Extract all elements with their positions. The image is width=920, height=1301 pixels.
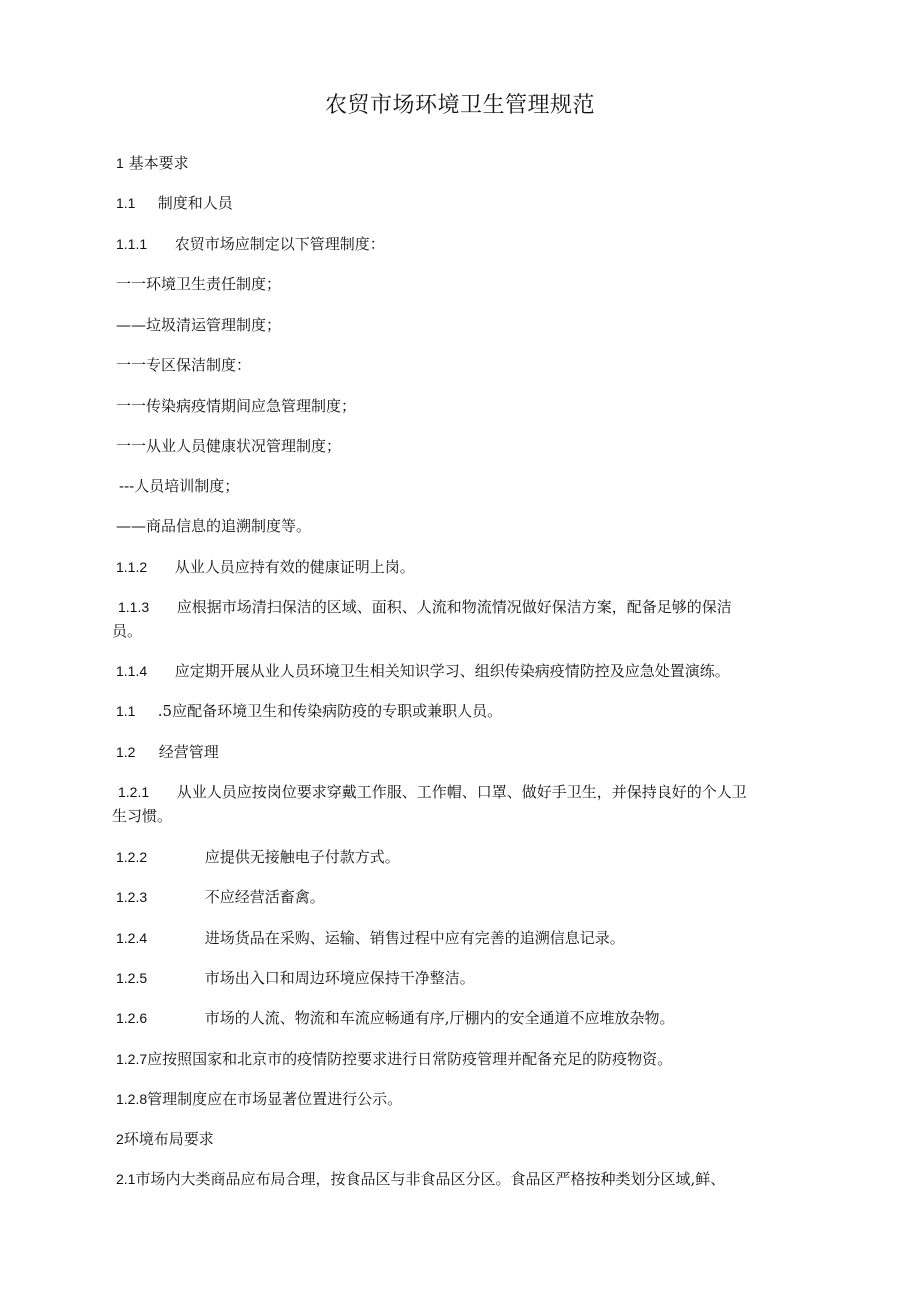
clause-number: 1.1.2 bbox=[116, 559, 148, 575]
clause-number: 1.1 bbox=[116, 703, 136, 719]
section-text: 基本要求 bbox=[128, 154, 189, 172]
section-heading bbox=[116, 151, 189, 175]
clause-number: 1.2.7 bbox=[116, 1051, 148, 1067]
clause-number: 1.2.5 bbox=[116, 970, 148, 986]
subsection-text: 经营管理 bbox=[158, 743, 219, 761]
clause-text: 不应经营活畜禽。 bbox=[204, 888, 325, 906]
clause bbox=[116, 966, 475, 990]
clause-number: 1.2.2 bbox=[116, 849, 148, 865]
clause-text: 市场内大类商品应布局合理，按食品区与非食品区分区。食品区严格按种类划分区域,鲜、 bbox=[135, 1170, 726, 1188]
subsection-heading bbox=[116, 740, 219, 764]
list-item: 一一从业人员健康状况管理制度； bbox=[116, 437, 342, 455]
clause-text: 市场的人流、物流和车流应畅通有序,厅棚内的安全通道不应堆放杂物。 bbox=[204, 1009, 675, 1027]
clause-number: 1.2.3 bbox=[116, 889, 148, 905]
clause-text: 应根据市场清扫保洁的区域、面积、人流和物流情况做好保洁方案，配备足够的保洁 bbox=[176, 598, 732, 616]
clause-text: 农贸市场应制定以下管理制度： bbox=[174, 235, 385, 253]
clause-text: 应按照国家和北京市的疫情防控要求进行日常防疫管理并配备充足的防疫物资。 bbox=[147, 1050, 673, 1068]
list-item: 一一传染病疫情期间应急管理制度； bbox=[116, 397, 357, 415]
clause bbox=[116, 885, 325, 909]
section-number: 2 bbox=[116, 1131, 124, 1147]
subsection-number: 1.1 bbox=[116, 195, 136, 211]
clause bbox=[118, 595, 732, 619]
clause-number: 1.1.4 bbox=[116, 663, 148, 679]
section-text: 环境布局要求 bbox=[123, 1130, 214, 1148]
clause-number: 1.2.1 bbox=[118, 784, 150, 800]
clause-number: 1.1.3 bbox=[118, 599, 150, 615]
clause-text: 市场出入口和周边环境应保持干净整洁。 bbox=[204, 969, 475, 987]
clause bbox=[116, 1167, 725, 1191]
clause-text: 从业人员应持有效的健康证明上岗。 bbox=[174, 558, 415, 576]
clause bbox=[118, 780, 747, 804]
clause bbox=[116, 699, 502, 723]
clause-continuation: 员。 bbox=[112, 622, 143, 640]
clause-number: 1.2.4 bbox=[116, 930, 148, 946]
list-item: 一一环境卫生责任制度； bbox=[116, 275, 282, 293]
clause-number: 2.1 bbox=[116, 1171, 136, 1187]
clause bbox=[116, 1047, 672, 1071]
clause bbox=[116, 1006, 675, 1030]
clause-text: 管理制度应在市场显著位置进行公示。 bbox=[147, 1090, 403, 1108]
list-item: ——商品信息的追溯制度等。 bbox=[116, 517, 312, 535]
clause-text: 应提供无接触电子付款方式。 bbox=[204, 848, 400, 866]
clause bbox=[116, 1087, 402, 1111]
subsection-number: 1.2 bbox=[116, 744, 136, 760]
list-item: 一一专区保洁制度： bbox=[116, 356, 252, 374]
clause-number: 1.2.6 bbox=[116, 1010, 148, 1026]
clause-continuation: 生习惯。 bbox=[112, 807, 173, 825]
clause bbox=[116, 926, 625, 950]
clause bbox=[116, 555, 415, 579]
clause bbox=[116, 232, 385, 256]
clause-text: 进场货品在采购、运输、销售过程中应有完善的追溯信息记录。 bbox=[204, 929, 625, 947]
clause bbox=[116, 659, 730, 683]
clause-number: 1.1.1 bbox=[116, 236, 148, 252]
section-number: 1 bbox=[116, 155, 124, 171]
clause-number: 1.2.8 bbox=[116, 1091, 148, 1107]
subsection-text: 制度和人员 bbox=[157, 194, 233, 212]
clause-text: 应定期开展从业人员环境卫生相关知识学习、组织传染病疫情防控及应急处置演练。 bbox=[174, 662, 730, 680]
clause-text: 从业人员应按岗位要求穿戴工作服、工作帽、口罩、做好手卫生，并保持良好的个人卫 bbox=[176, 783, 747, 801]
document-title: 农贸市场环境卫生管理规范 bbox=[324, 93, 595, 118]
clause-text: .5应配备环境卫生和传染病防疫的专职或兼职人员。 bbox=[157, 702, 503, 720]
section-heading bbox=[116, 1127, 214, 1151]
subsection-heading bbox=[116, 191, 233, 215]
clause bbox=[116, 845, 400, 869]
list-item: ——垃圾清运管理制度； bbox=[116, 316, 282, 334]
list-item: ---人员培训制度； bbox=[119, 477, 240, 495]
